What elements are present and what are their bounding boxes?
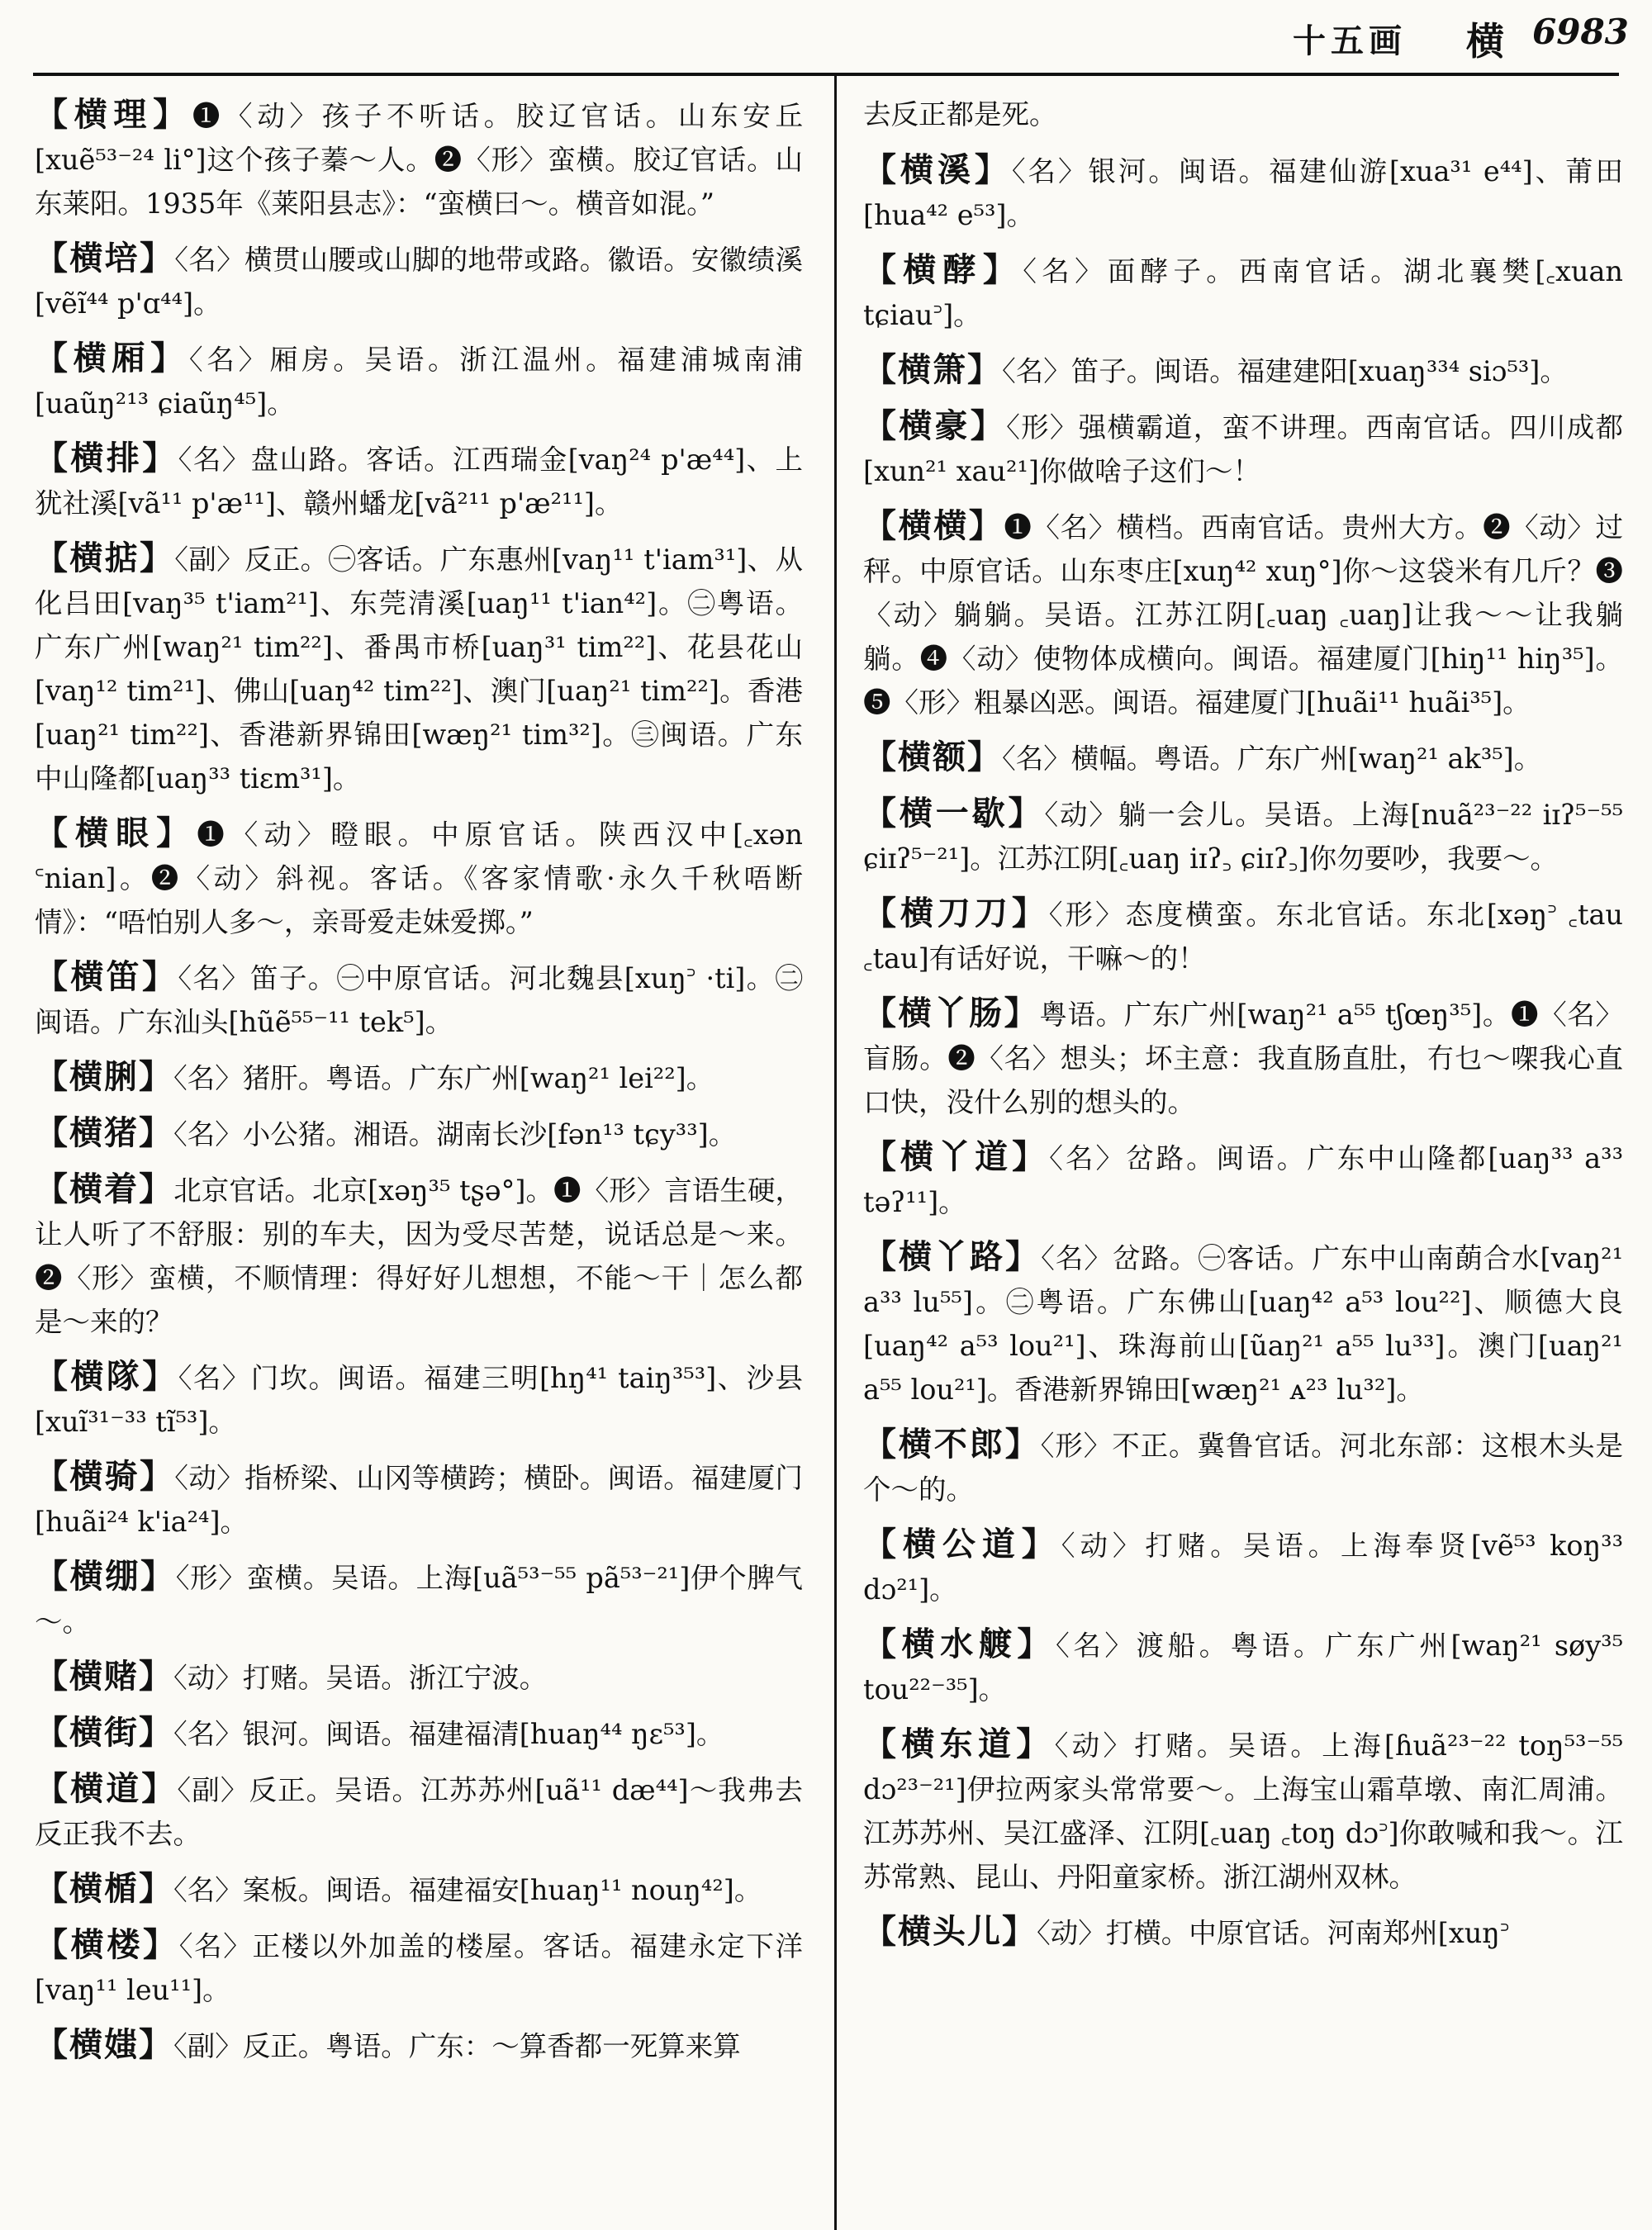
column-divider [834,76,837,2230]
entry-definition: 〈名〉银河。闽语。福建福清[huaŋ⁴⁴ ŋɛ⁵³]。 [173,1718,724,1750]
right-column [863,93,1623,2219]
entry-headword: 【横媸】 [35,2025,173,2064]
entry-headword: 【横丫肠】 [863,994,1040,1032]
entry-headword: 【横楯】 [35,1869,173,1908]
entry-headword: 【横街】 [35,1713,173,1752]
entry-headword: 【横不郎】 [863,1425,1041,1464]
entry-headword: 【横骑】 [35,1457,175,1496]
entry-definition: 〈名〉厢房。吴语。浙江温州。福建浦城南浦[uaũŋ²¹³ ɕiaũŋ⁴⁵]。 [35,344,803,420]
entry-definition: 〈名〉横幅。粤语。广东广州[waŋ²¹ ak³⁵]。 [1002,743,1542,775]
entry-definition: 〈副〉反正。吴语。江苏苏州[uã¹¹ dæ⁴⁴]～我弗去反正我不去。 [35,1774,803,1850]
entry-headword: 【横豪】 [863,406,1007,445]
dictionary-entry [863,1235,1623,1412]
entry-headword: 【横公道】 [863,1525,1061,1563]
entry-headword: 【横掂】 [35,539,175,577]
entry-definition: ❶〈动〉孩子不听话。胶辽官话。山东安丘[xuẽ⁵³⁻²⁴ li°]这个孩子蓁～人。❷〈形〉蛮横。胶辽官话。山东莱阳。1935年《莱阳县志》：“蛮横曰～。横音如混。” [35,100,803,220]
entry-definition: 〈名〉门坎。闽语。福建三明[hŋ⁴¹ taiŋ³⁵³]、沙县[xuĩ³¹⁻³³ tĩ⁵³]。 [35,1362,803,1438]
dictionary-entry [35,1767,803,1856]
dictionary-entry [863,1422,1623,1511]
entry-headword: 【横厢】 [35,339,189,377]
entry-headword: 【横溪】 [863,150,1012,189]
entry-definition: 〈动〉指桥梁、山冈等横跨；横卧。闽语。福建厦门[huãi²⁴ k'ia²⁴]。 [35,1462,803,1538]
entry-definition: 〈副〉反正。㊀客话。广东惠州[vaŋ¹¹ t'iam³¹]、从化吕田[vaŋ³⁵ t'iam²¹]、东莞清溪[uaŋ¹¹ t'ian⁴²]。㊁粤语。广东广州[waŋ²¹ tim²²]、番禺市桥[uaŋ³¹ tim²²]、花县花山[vaŋ¹² tim²¹]、佛山[uaŋ⁴² tim²²]、澳门[uaŋ²¹ tim²²]。香港[uaŋ²¹ tim²²]、香港新界锦田[wæŋ²¹ tim³²]。㊂闽语。广东中山隆都[uaŋ³³ tiɛm³¹]。 [35,543,803,795]
dictionary-entry [863,791,1623,880]
dictionary-entry [863,1722,1623,1899]
dictionary-entry [35,1654,803,1700]
dictionary-entry [35,1454,803,1544]
entry-definition: 〈名〉横贯山腰或山脚的地带或路。徽语。安徽绩溪[vẽĩ⁴⁴ p'ɑ⁴⁴]。 [35,244,803,320]
dictionary-entry [863,504,1623,724]
dictionary-entry [863,348,1623,393]
dictionary-entry [863,404,1623,493]
entry-definition: 〈副〉反正。粤语。广东：～算香都一死算来算 [173,2030,741,2062]
entry-definition: ❶〈名〉横档。西南官话。贵州大方。❷〈动〉过秤。中原官话。山东枣庄[xuŋ⁴² xuŋ°]你～这袋米有几斤？❸〈动〉躺躺。吴语。江苏江阴[꜀uaŋ ꜀uaŋ]让我～～让我躺躺。❹〈动〉使物体成横向。闽语。福建厦门[hiŋ¹¹ hiŋ³⁵]。❺〈形〉粗暴凶恶。闽语。福建厦门[huãi¹¹ huãi³⁵]。 [863,511,1623,719]
entry-definition: 〈名〉银河。闽语。福建仙游[xua³¹ e⁴⁴]、莆田[hua⁴² e⁵³]。 [863,155,1623,231]
entry-headword: 【横脷】 [35,1057,173,1096]
header-character: 横 [1466,19,1504,64]
dictionary-entry [863,1910,1623,1955]
dictionary-entry [863,148,1623,237]
entry-definition: 〈形〉态度横蛮。东北官话。东北[xəŋ꜄ ꜀tau ꜀tau]有话好说，干嘛～的！ [863,899,1623,975]
dictionary-entry [863,1622,1623,1711]
entry-headword: 【横丫路】 [863,1237,1042,1276]
entry-headword: 【横眼】 [35,814,197,852]
continued-text: 去反正都是死。 [863,98,1057,130]
entry-definition: 〈名〉小公猪。湘语。湖南长沙[fən¹³ tɕy³³]。 [173,1118,737,1151]
entry-headword: 【横一歇】 [863,794,1045,833]
entry-definition: 〈动〉打赌。吴语。上海[ɦuã²³⁻²² toŋ⁵³⁻⁵⁵ dɔ²³⁻²¹]伊拉两家头常常要～。上海宝山霜草墩、南汇周浦。江苏苏州、吴江盛泽、江阴[꜀uaŋ ꜀toŋ dɔ꜄]你敢喊和我～。江苏常熟、昆山、丹阳童家桥。浙江湖州双林。 [863,1729,1623,1893]
entry-headword: 【横培】 [35,239,175,278]
entry-definition: 〈名〉正楼以外加盖的楼屋。客话。福建永定下洋[vaŋ¹¹ leu¹¹]。 [35,1930,803,2006]
entry-definition: 〈名〉岔路。㊀客话。广东中山南蓢合水[vaŋ²¹ a³³ lu⁵⁵]。㊁粤语。广东佛山[uaŋ⁴² a⁵³ lou²²]、顺德大良[uaŋ⁴² a⁵³ lou²¹]、珠海前山[ũaŋ²¹ a⁵⁵ lu³³]。澳门[uaŋ²¹ a⁵⁵ lou²¹]。香港新界锦田[wæŋ²¹ ᴀ²³ lu³²]。 [863,1242,1623,1406]
entry-headword: 【横额】 [863,738,1002,776]
dictionary-entry [863,1522,1623,1611]
header-rule [33,73,1619,76]
dictionary-entry [35,1167,803,1344]
dictionary-entry [863,248,1623,337]
entry-definition: 〈名〉笛子。㊀中原官话。河北魏县[xuŋ꜄ ·ti]。㊁闽语。广东汕头[hũẽ⁵⁵⁻¹¹ tek⁵]。 [35,962,803,1038]
entry-definition: 北京官话。北京[xəŋ³⁵ tʂə°]。❶〈形〉言语生硬，让人听了不舒服：别的车夫，因为受尽苦楚，说话总是～来。❷〈形〉蛮横，不顺情理：得好好儿想想，不能～干｜怎么都是～来的？ [35,1174,803,1338]
entry-headword: 【横笛】 [35,957,178,996]
entry-headword: 【横酵】 [863,250,1023,289]
entry-headword: 【横箫】 [863,350,1002,389]
dictionary-entry [35,1355,803,1444]
dictionary-entry [35,536,803,800]
entry-headword: 【横隊】 [35,1357,178,1396]
entry-definition: 〈名〉盘山路。客话。江西瑞金[vaŋ²⁴ p'æ⁴⁴]、上犹社溪[vã¹¹ p'æ¹¹]、赣州蟠龙[vã²¹¹ p'æ²¹¹]。 [35,444,803,520]
entry-headword: 【横楼】 [35,1925,179,1964]
entry-headword: 【横着】 [35,1170,174,1208]
dictionary-entry [35,336,803,425]
entry-definition: 〈形〉不正。冀鲁官话。河北东部：这根木头是个～的。 [863,1430,1623,1506]
dictionary-entry [35,2023,803,2068]
page-header [0,0,1652,81]
entry-headword: 【横道】 [35,1769,178,1808]
entry-definition: 〈形〉蛮横。吴语。上海[uã⁵³⁻⁵⁵ pã⁵³⁻²¹]伊个脾气～。 [35,1562,803,1638]
dictionary-entry [863,735,1623,780]
dictionary-entry [35,436,803,525]
dictionary-entry [35,236,803,325]
entry-headword: 【横头儿】 [863,1912,1037,1951]
entry-definition: 〈名〉渡船。粤语。广东广州[waŋ²¹ søy³⁵ tou²²⁻³⁵]。 [863,1630,1623,1706]
entry-headword: 【横水艔】 [863,1625,1056,1663]
entry-definition: 〈形〉强横霸道，蛮不讲理。西南官话。四川成都[xun²¹ xau²¹]你做啥子这们～！ [863,411,1623,487]
entry-headword: 【横刀刀】 [863,894,1049,932]
entry-definition: 〈名〉笛子。闽语。福建建阳[xuaŋ³³⁴ siɔ⁵³]。 [1002,355,1568,387]
section-label: 十五画 [1293,21,1407,60]
dictionary-entry [35,1710,803,1756]
entry-definition: ❶〈动〉瞪眼。中原官话。陕西汉中[꜀xən ꜂nian]。❷〈动〉斜视。客话。《客家情歌·永久千秋唔断情》：“唔怕别人多～，亲哥爱走妹爱掷。” [35,818,803,938]
entry-definition: 〈动〉打赌。吴语。上海奉贤[vẽ⁵³ koŋ³³ dɔ²¹]。 [863,1530,1623,1606]
entry-headword: 【横东道】 [863,1725,1055,1763]
entry-headword: 【横猪】 [35,1113,173,1152]
left-column [35,93,803,2219]
entry-definition: 〈动〉打赌。吴语。浙江宁波。 [173,1662,548,1694]
entry-headword: 【横绷】 [35,1557,176,1596]
entry-definition: 粤语。广东广州[waŋ²¹ a⁵⁵ tʃœŋ³⁵]。❶〈名〉盲肠。❷〈名〉想头；坏主意：我直肠直肚，冇乜～㗎我心直口快，没什么别的想头的。 [863,999,1623,1118]
page-number: 6983 [1532,12,1629,52]
entry-headword: 【横横】 [863,506,1004,545]
entry-definition: 〈名〉猪肝。粤语。广东广州[waŋ²¹ lei²²]。 [173,1062,714,1094]
dictionary-entry [35,811,803,944]
dictionary-entry [863,1135,1623,1224]
entry-headword: 【横赌】 [35,1657,173,1696]
entry-definition: 〈名〉岔路。闽语。广东中山隆都[uaŋ³³ a³³ təʔ¹¹]。 [863,1142,1623,1218]
entry-definition: 〈动〉躺一会儿。吴语。上海[nuã²³⁻²² iɪʔ⁵⁻⁵⁵ ɕiɪʔ⁵⁻²¹]。江苏江阴[꜀uaŋ iɪʔ꜆ ɕiɪʔ꜆]你勿要吵，我要～。 [863,799,1623,875]
dictionary-entry [35,1554,803,1644]
dictionary-entry [35,1055,803,1100]
dictionary-entry [35,1867,803,1912]
entry-definition: 〈名〉案板。闽语。福建福安[huaŋ¹¹ nouŋ⁴²]。 [173,1874,762,1906]
entry-definition: 〈名〉面酵子。西南官话。湖北襄樊[꜀xuan tɕiau꜄]。 [863,255,1623,331]
dictionary-entry [35,93,803,225]
dictionary-entry [35,955,803,1044]
dictionary-entry [35,1923,803,2012]
entry-definition: 〈动〉打横。中原官话。河南郑州[xuŋ꜄ [1037,1917,1510,1949]
dictionary-entry [35,1111,803,1156]
dictionary-entry [863,991,1623,1124]
entry-headword: 【横理】 [35,95,192,134]
dictionary-entry [863,891,1623,980]
entry-headword: 【横丫道】 [863,1137,1050,1176]
entry-headword: 【横排】 [35,439,178,477]
